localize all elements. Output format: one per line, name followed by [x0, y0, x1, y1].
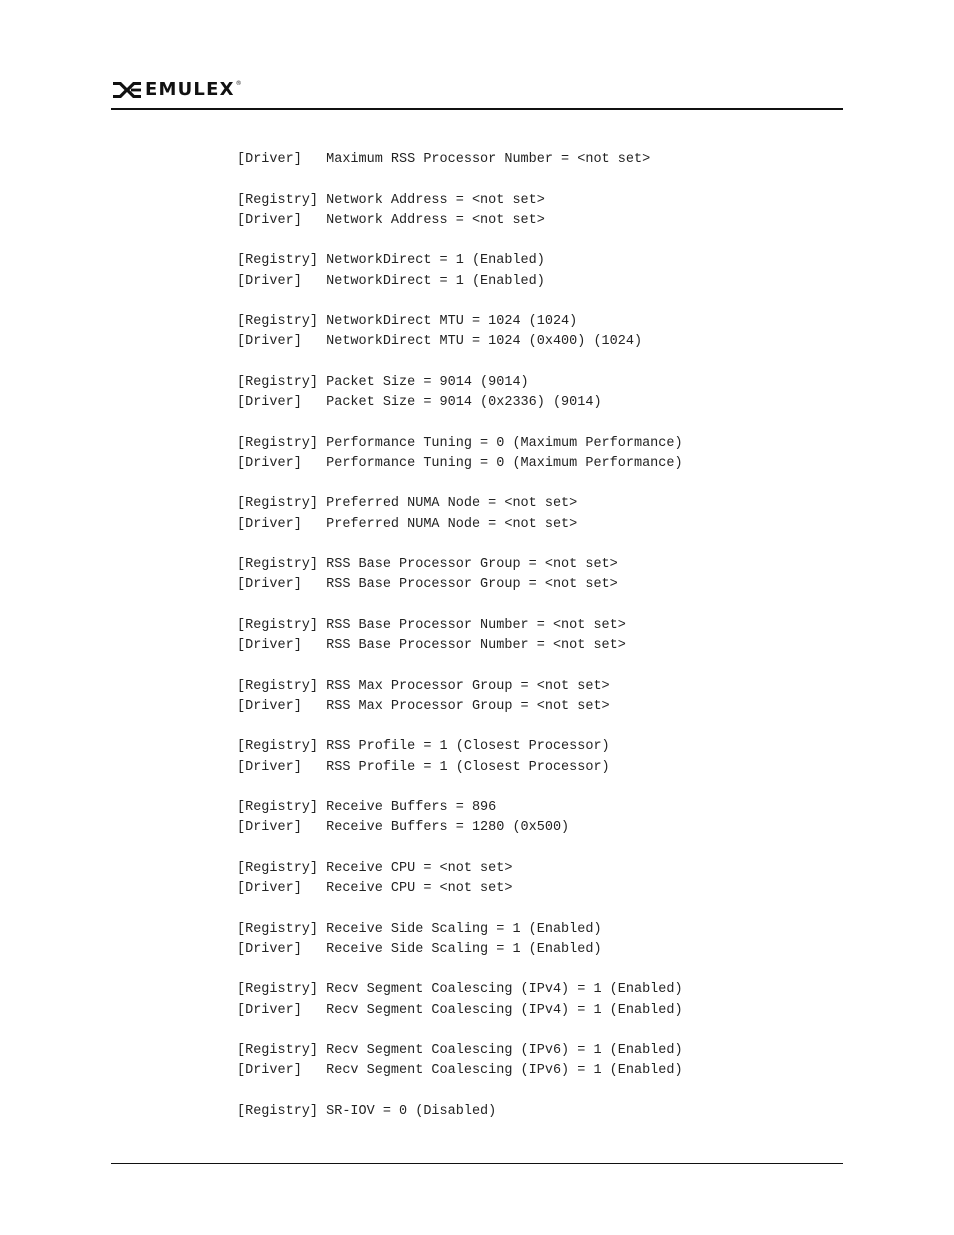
footer-rule — [111, 1163, 843, 1164]
code-blank-line — [237, 717, 683, 737]
code-blank-line — [237, 170, 683, 190]
code-line: [Registry] Recv Segment Coalescing (IPv4) = 1 (Enabled) — [237, 982, 683, 998]
code-line: [Registry] SR-IOV = 0 (Disabled) — [237, 1103, 497, 1119]
logo-wordmark: EMULEX — [145, 79, 235, 100]
trademark-mark: ® — [235, 80, 242, 87]
code-line: [Driver] Performance Tuning = 0 (Maximum Performance) — [237, 455, 683, 471]
code-line: [Driver] NetworkDirect = 1 (Enabled) — [237, 273, 545, 289]
header-rule — [111, 108, 843, 110]
code-line: [Driver] RSS Base Processor Number = <not set> — [237, 638, 626, 653]
code-line: [Registry] RSS Profile = 1 (Closest Processor) — [237, 739, 610, 755]
code-line: [Driver] Receive CPU = <not set> — [237, 881, 513, 896]
code-line: [Driver] Maximum RSS Processor Number = <not set> — [237, 152, 651, 167]
code-line: [Driver] RSS Max Processor Group = <not set> — [237, 698, 610, 714]
code-line: [Registry] Network Address = <not set> — [237, 192, 545, 208]
code-line: [Driver] RSS Profile = 1 (Closest Processor) — [237, 759, 610, 775]
code-line: [Registry] RSS Base Processor Group = <not set> — [237, 557, 618, 572]
code-listing — [237, 150, 683, 1122]
code-blank-line — [237, 778, 683, 798]
code-line: [Driver] Receive Side Scaling = 1 (Enabled) — [237, 941, 602, 957]
code-blank-line — [237, 839, 683, 859]
code-line: [Registry] RSS Max Processor Group = <not set> — [237, 678, 610, 694]
code-line: [Registry] Receive Side Scaling = 1 (Enabled) — [237, 921, 602, 937]
header-logo — [112, 78, 242, 102]
code-line: [Driver] Preferred NUMA Node = <not set> — [237, 516, 578, 532]
code-line: [Registry] Receive Buffers = 896 — [237, 800, 497, 815]
code-line: [Registry] Packet Size = 9014 (9014) — [237, 374, 529, 390]
code-line: [Driver] Recv Segment Coalescing (IPv6) = 1 (Enabled) — [237, 1063, 683, 1079]
code-blank-line — [237, 292, 683, 312]
code-blank-line — [237, 1021, 683, 1041]
code-blank-line — [237, 899, 683, 919]
code-blank-line — [237, 535, 683, 555]
code-line: [Driver] NetworkDirect MTU = 1024 (0x400) (1024) — [237, 334, 643, 350]
code-line: [Registry] NetworkDirect = 1 (Enabled) — [237, 253, 545, 269]
code-line: [Registry] Receive CPU = <not set> — [237, 860, 513, 876]
code-line: [Registry] NetworkDirect MTU = 1024 (1024) — [237, 314, 578, 329]
code-line: [Registry] Preferred NUMA Node = <not set> — [237, 496, 578, 512]
code-blank-line — [237, 596, 683, 616]
code-blank-line — [237, 474, 683, 494]
emulex-logo-icon — [112, 80, 142, 100]
code-line: [Registry] Recv Segment Coalescing (IPv6) = 1 (Enabled) — [237, 1043, 683, 1058]
code-line: [Driver] RSS Base Processor Group = <not set> — [237, 577, 618, 593]
code-blank-line — [237, 656, 683, 676]
code-blank-line — [237, 960, 683, 980]
code-line: [Registry] RSS Base Processor Number = <not set> — [237, 617, 626, 633]
code-line: [Driver] Network Address = <not set> — [237, 212, 545, 228]
code-blank-line — [237, 1082, 683, 1102]
code-blank-line — [237, 353, 683, 373]
code-line: [Registry] Performance Tuning = 0 (Maximum Performance) — [237, 435, 683, 451]
code-line: [Driver] Receive Buffers = 1280 (0x500) — [237, 820, 570, 836]
code-line: [Driver] Packet Size = 9014 (0x2336) (9014) — [237, 395, 602, 410]
code-line: [Driver] Recv Segment Coalescing (IPv4) = 1 (Enabled) — [237, 1002, 683, 1018]
code-blank-line — [237, 413, 683, 433]
code-blank-line — [237, 231, 683, 251]
